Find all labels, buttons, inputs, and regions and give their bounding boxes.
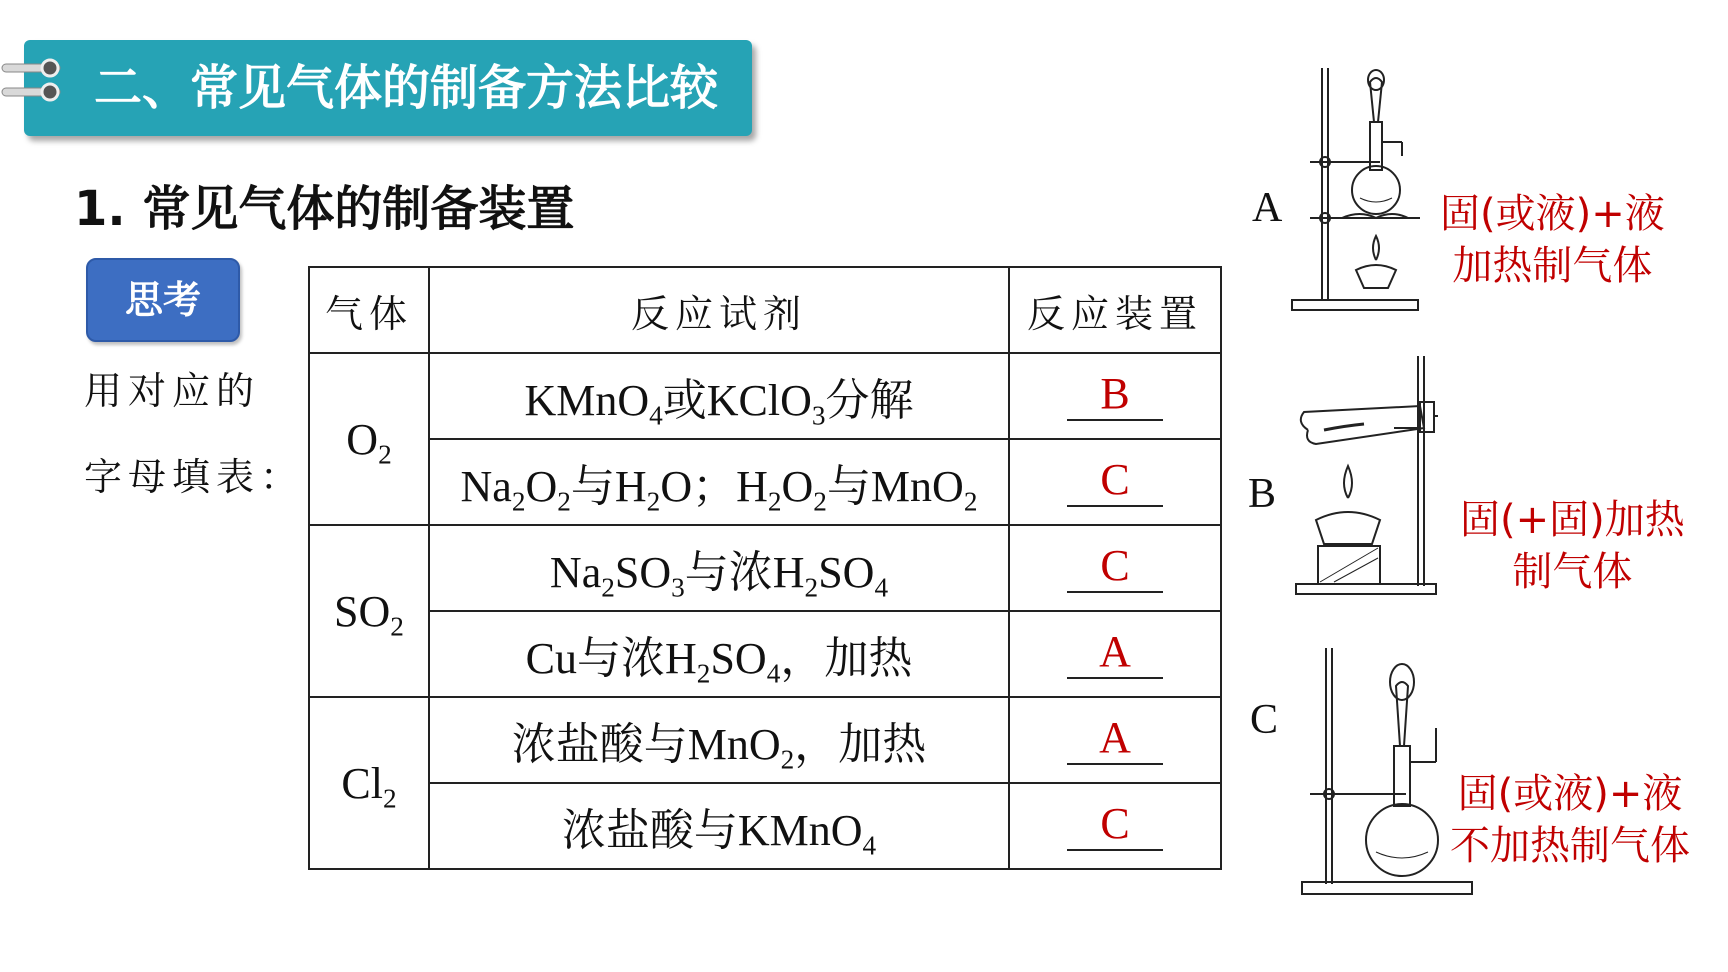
binder-rings-icon [0, 58, 70, 118]
reagent-cell [429, 611, 1009, 697]
reagent-cell [429, 697, 1009, 783]
formula-text: SO [818, 548, 875, 597]
table-header-row [309, 267, 1221, 353]
formula-text: O；H [660, 462, 768, 511]
apparatus-b-desc [1460, 494, 1685, 598]
subtitle: 1. 常见气体的制备装置 [74, 181, 575, 237]
gas-preparation-table [308, 266, 1222, 870]
apparatus-b-desc-line2: 制气体 [1512, 549, 1633, 595]
formula-text: SO [710, 634, 767, 683]
formula-subscript: 2 [696, 658, 711, 689]
answer-blank: B [1067, 369, 1163, 421]
formula-text: 与浓H [684, 548, 805, 597]
apparatus-b-desc-line1: 固(+固)加热 [1460, 497, 1685, 543]
think-badge: 思考 [86, 258, 240, 342]
answer-cell [1009, 697, 1221, 783]
apparatus-c-desc [1450, 768, 1690, 872]
formula-subscript: 4 [874, 572, 889, 603]
reagent-cell [429, 439, 1009, 525]
apparatus-a-desc-line2: 加热制气体 [1452, 243, 1653, 289]
formula-subscript: 2 [646, 486, 661, 517]
formula-text: Cu与浓H [525, 634, 697, 683]
formula-text: 或KClO [662, 376, 812, 425]
formula-text: SO [614, 548, 672, 597]
apparatus-a-letter: A [1252, 185, 1283, 231]
reagent-cell [429, 525, 1009, 611]
formula-subscript: 2 [963, 486, 978, 517]
apparatus-a-flask-heating-icon [1290, 60, 1440, 316]
header-gas: 气体 [309, 267, 429, 353]
header-apparatus: 反应装置 [1009, 267, 1221, 353]
formula-text: 与H [570, 462, 647, 511]
formula-subscript: 2 [813, 486, 827, 517]
answer-blank: C [1067, 541, 1163, 593]
table-row [309, 783, 1221, 869]
answer-cell [1009, 611, 1221, 697]
apparatus-a-desc [1440, 188, 1665, 292]
formula-text: ，加热 [780, 634, 913, 683]
answer-blank: A [1067, 627, 1163, 679]
section-banner [24, 40, 752, 136]
table-row [309, 525, 1221, 611]
formula-text: 分解 [825, 376, 914, 425]
formula-text: KMnO [524, 376, 650, 425]
gas-cell-cl2: $Cl_2$ [309, 697, 429, 869]
reagent-cell [429, 783, 1009, 869]
apparatus-c-letter: C [1250, 697, 1279, 743]
formula-text: 浓盐酸与KMnO [561, 806, 863, 855]
answer-cell [1009, 353, 1221, 439]
answer-blank: C [1067, 455, 1163, 507]
instruction-line-1: 用对应的 [84, 369, 261, 413]
formula-subscript: 3 [811, 400, 826, 431]
table-row [309, 353, 1221, 439]
answer-cell [1009, 525, 1221, 611]
section-title: 二、常见气体的制备方法比较 [94, 60, 719, 116]
apparatus-c-desc-line2: 不加热制气体 [1450, 823, 1690, 869]
formula-text: Na [549, 548, 602, 597]
formula-subscript: 2 [767, 486, 782, 517]
header-reagent: 反应试剂 [429, 267, 1009, 353]
formula-text: 浓盐酸与MnO [511, 720, 781, 769]
formula-subscript: 2 [557, 486, 571, 517]
apparatus-b-letter: B [1248, 471, 1277, 517]
formula-text: 与MnO [826, 462, 964, 511]
table-row [309, 611, 1221, 697]
table-row [309, 697, 1221, 783]
instruction-line-2: 字母填表： [84, 455, 305, 499]
formula-subscript: 4 [649, 400, 663, 431]
reagent-cell [429, 353, 1009, 439]
formula-subscript: 4 [862, 830, 877, 861]
formula-subscript: 3 [671, 572, 685, 603]
apparatus-b-test-tube-heating-icon [1294, 348, 1438, 598]
apparatus-c-desc-line1: 固(或液)+液 [1457, 771, 1683, 817]
formula-text: O [525, 462, 558, 511]
gas-cell-so2: $SO_2$ [309, 525, 429, 697]
formula-subscript: 2 [601, 572, 615, 603]
formula-subscript: 2 [780, 744, 795, 775]
answer-cell [1009, 439, 1221, 525]
table-row [309, 439, 1221, 525]
apparatus-a-desc-line1: 固(或液)+液 [1440, 191, 1665, 237]
formula-text: O [781, 462, 814, 511]
answer-blank: C [1067, 799, 1163, 851]
answer-blank: A [1067, 713, 1163, 765]
formula-text: ，加热 [794, 720, 927, 769]
formula-subscript: 2 [511, 486, 526, 517]
formula-subscript: 4 [766, 658, 781, 689]
answer-cell [1009, 783, 1221, 869]
formula-subscript: 2 [804, 572, 819, 603]
gas-cell-o2: $O_2$ [309, 353, 429, 525]
formula-text: Na [460, 462, 512, 511]
